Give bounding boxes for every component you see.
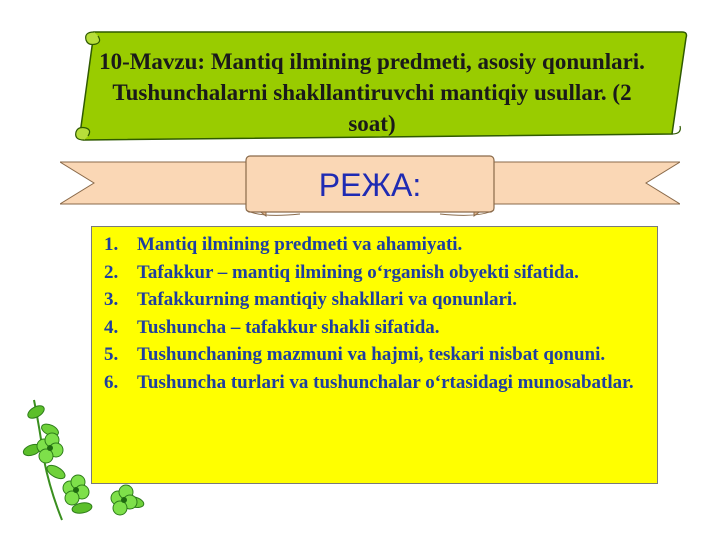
plan-item (104, 314, 649, 342)
plan-item-number: 2. (104, 261, 119, 283)
plan-item-number: 1. (104, 234, 119, 255)
slide-title: 10-Mavzu: Mantiq ilmining predmeti, asosiy qonunlari. Tushunchalarni shakllantiruvchi mantiqiy usullar. (2 soat) (99, 48, 645, 136)
plan-item-text: Tushunchaning mazmuni va hajmi, teskari nisbat qonuni. (137, 344, 606, 365)
plan-item (104, 341, 649, 369)
plan-box (91, 226, 658, 484)
plan-item-number: 3. (104, 289, 119, 310)
plan-item-text: Tushuncha turlari va tushunchalar o‘rtasidagi munosabatlar. (137, 371, 634, 393)
plan-item-text: Tushuncha – tafakkur shakli sifatida. (137, 316, 440, 338)
plan-item (104, 259, 649, 287)
plan-item-number: 4. (104, 316, 119, 338)
plan-item-number: 5. (104, 344, 119, 365)
plan-item (104, 231, 649, 259)
plan-item (104, 369, 649, 397)
plan-heading: РЕЖА: (318, 166, 422, 203)
plan-list (92, 227, 657, 396)
green-flowers-icon (22, 390, 162, 530)
plan-item-number: 6. (104, 371, 119, 393)
plan-item-text: Tafakkurning mantiqiy shakllari va qonunlari. (137, 289, 517, 310)
plan-item-text: Mantiq ilmining predmeti va ahamiyati. (137, 234, 463, 255)
plan-item-text: Tafakkur – mantiq ilmining o‘rganish obyekti sifatida. (137, 261, 579, 283)
plan-item (104, 286, 649, 314)
